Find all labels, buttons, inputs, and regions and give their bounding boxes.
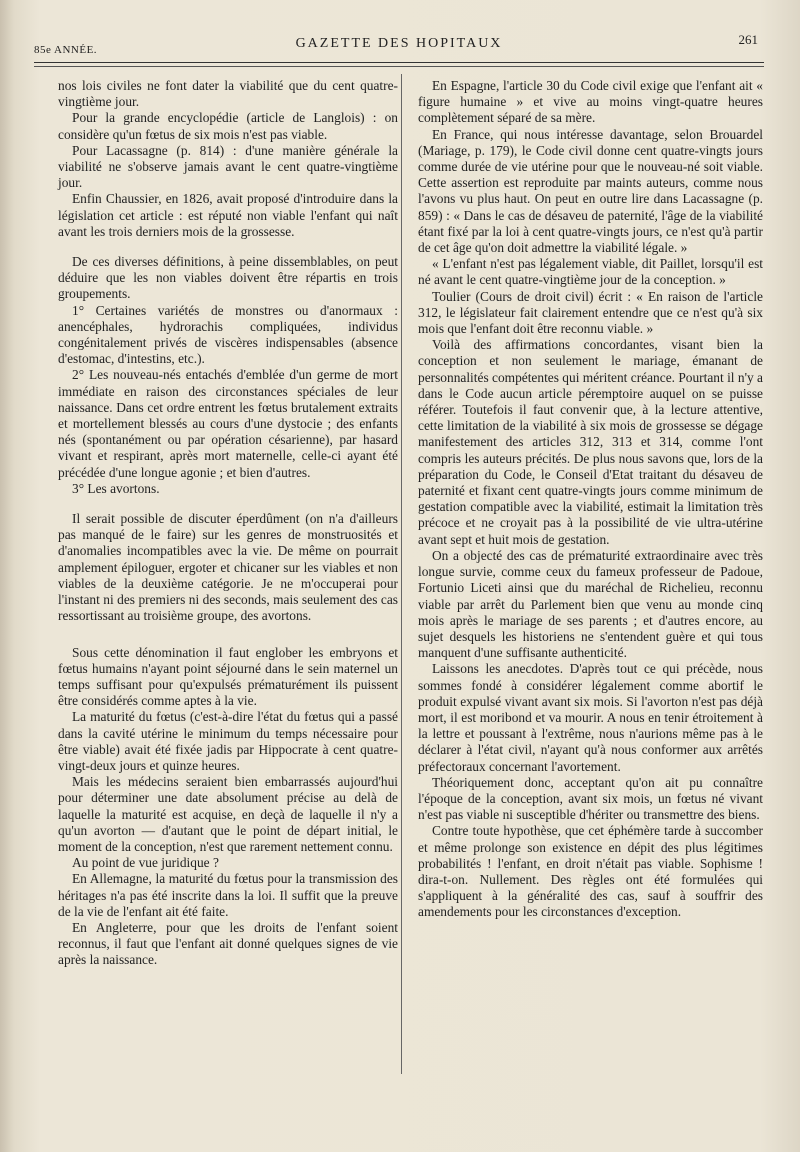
journal-title: GAZETTE DES HOPITAUX bbox=[295, 36, 503, 51]
paragraph: Voilà des affirmations concordantes, visant bien la conception et non seulement le mariage, émanant de personnalités compétentes qui méritent créance. Pourtant il n'y a dans le Code aucun article péremptoire auquel on se puisse référer. Toutefois il faut convenir que, à la lecture attentive, cette limitation de la viabilité à six mois de grossesse se dégage manifestement des articles 312, 313 et 314, comme l'ont compris les auteurs précités. De plus nous savons que, lors de la préparation du Code, le Conseil d'Etat traitant du désaveu de paternité et fixant cent quatre-vingts jours comme minimum de gestation compatible avec la viabilité, estimait la limitation très précoce et ne croyait pas à la possibilité de vie ultra-utérine avant sept et huit mois de gestation. bbox=[418, 337, 763, 547]
paragraph: Au point de vue juridique ? bbox=[72, 855, 219, 871]
paragraph: Sous cette dénomination il faut englober les embryons et fœtus humains n'ayant point séjourné dans le sein maternel un temps suffisant pour qu'expulsés prématurément ils puissent être considérés comme aptes à la vie. bbox=[58, 644, 398, 709]
paragraph: Pour Lacassagne (p. 814) : d'une manière générale la viabilité ne s'observe jamais avant le cent quatre-vingtième jour. bbox=[58, 142, 398, 191]
paragraph: 2° Les nouveau-nés entachés d'emblée d'un germe de mort immédiate en raison des circonstances spéciales de leur naissance. Dans cet ordre entrent les fœtus brutalement extraits et mortellement blessés au cours d'une dystocie ; des enfants nés (spontanément ou par opération césarienne), par hasard vivant et respirant, après mort maternelle, celle-ci ayant été précédée d'une longue agonie ; et bien d'autres. bbox=[58, 367, 398, 480]
paragraph: Laissons les anecdotes. D'après tout ce qui précède, nous sommes fondé à considérer légalement comme abortif le produit expulsé vivant avant six mois. Si l'avorton n'est pas déjà mort, il est moribond et va mourir. A nous en tenir étroitement à la lettre et poussant à l'extrême, nous n'aurions même pas à le déclarer à l'état civil, n'ayant qu'à nous conformer aux arrêtés préfectoraux concernant l'avortement. bbox=[418, 661, 763, 774]
paragraph: Pour la grande encyclopédie (article de Langlois) : on considère qu'un fœtus de six mois n'est pas viable. bbox=[58, 110, 398, 142]
paragraph: La maturité du fœtus (c'est-à-dire l'état du fœtus qui a passé dans la cavité utérine le minimum du temps nécessaire pour être viable) avait été fixée jadis par Hippocrate à cent quatre-vingt-deux jours et quinze heures. bbox=[58, 709, 398, 773]
paragraph: On a objecté des cas de prématurité extraordinaire avec très longue survie, comme ceux du fameux professeur de Padoue, Fortunio Liceti ainsi que du maréchal de Richelieu, reconnu viable par arrêt du Parlement bien que venu au monde cinq mois après le mariage de ses parents ; et d'autres encore, au sujet desquels les historiens ne s'entendent guère et qui tous manquent d'une suffisante authenticité. bbox=[418, 547, 763, 661]
paragraph: Il serait possible de discuter éperdûment (on n'a d'ailleurs pas manqué de le faire) sur les genres de monstruosités et d'anomalies incompatibles avec la vie. De même on pourrait amplement épiloguer, ergoter et chicaner sur les viables et non viables de la deuxième catégorie. Je ne m'occuperai pour l'instant ni des premiers ni des seconds, mais seulement des cas ressortissant au troisième groupe, des avortons. bbox=[58, 511, 398, 624]
paragraph: En Allemagne, la maturité du fœtus pour la transmission des héritages n'a pas été inscrite dans la loi. Il suffit que la preuve de la vie de l'enfant ait été faite. bbox=[58, 871, 398, 919]
paragraph: nos lois civiles ne font dater la viabilité que du cent quatre-vingtième jour. bbox=[58, 78, 398, 110]
header-rule bbox=[34, 62, 764, 63]
paragraph: En Angleterre, pour que les droits de l'enfant soient reconnus, il faut que l'enfant ait donné quelques signes de vie après la naissance. bbox=[58, 919, 398, 968]
paragraph: En Espagne, l'article 30 du Code civil exige que l'enfant ait « figure humaine » et vive au moins vingt-quatre heures complètement séparé de sa mère. bbox=[418, 78, 763, 126]
page-number: 261 bbox=[738, 32, 758, 47]
paragraph: « L'enfant n'est pas légalement viable, dit Paillet, lorsqu'il est né avant le cent quatre-vingtième jour de la conception. » bbox=[418, 256, 763, 288]
paragraph: 3° Les avortons. bbox=[72, 480, 160, 496]
header-rule-secondary bbox=[34, 66, 764, 67]
paragraph: 1° Certaines variétés de monstres ou d'anormaux : anencéphales, hydrorachis compliquées, individus congénitalement privés de viscères indispensables (absence d'estomac, d'intestins, etc.). bbox=[58, 302, 398, 367]
page-header bbox=[34, 30, 764, 60]
paragraph: Enfin Chaussier, en 1826, avait proposé d'introduire dans la législation cet article : est réputé non viable l'enfant qui naît avant les trois derniers mois de la grossesse. bbox=[58, 191, 398, 239]
year-label: 85e ANNÉE. bbox=[34, 44, 98, 56]
left-column bbox=[58, 78, 398, 969]
paragraph: Théoriquement donc, acceptant qu'on ait pu connaître l'époque de la conception, avant six mois, un fœtus né vivant n'est pas viable ni susceptible d'hériter ou transmettre des biens. bbox=[418, 774, 763, 823]
paragraph: Toulier (Cours de droit civil) écrit : « En raison de l'article 312, le législateur fait clairement entendre que ce n'est qu'à six mois que l'enfant doit être reconnu viable. » bbox=[418, 288, 763, 337]
column-divider bbox=[401, 74, 402, 1074]
paragraph: Contre toute hypothèse, que cet éphémère tarde à succomber et même prolonge son existence en dépit des plus légitimes probabilités ! l'enfant, en droit n'était pas viable. Sophisme ! dira-t-on. Nullement. Des règles ont été formulées qui s'appliquent à la généralité des cas, sauf à souffrir des amendements pour les circonstances d'exception. bbox=[418, 823, 763, 920]
paragraph: Mais les médecins seraient bien embarrassés aujourd'hui pour déterminer une date absolument précise au delà de laquelle la maturité est acquise, en deçà de laquelle il n'y a qu'un avorton — d'autant que le point de départ initial, le moment de la conception, n'est que rarement nettement connu. bbox=[58, 774, 398, 854]
paragraph: De ces diverses définitions, à peine dissemblables, on peut déduire que les non viables doivent être répartis en trois groupements. bbox=[58, 254, 398, 302]
right-column bbox=[418, 78, 763, 921]
paragraph: En France, qui nous intéresse davantage, selon Brouardel (Mariage, p. 179), le Code civil donne cent quatre-vingts jours comme durée de vie utérine pour que le nouveau-né soit viable. Cette assertion est reproduite par maints auteurs, comme nous l'avons vu plus haut. On peut en outre lire dans Lacassagne (p. 859) : « Dans le cas de désaveu de paternité, l'âge de la viabilité étant fixé par la loi à cent quatre-vingts jours, ce n'est qu'à partir de cet âge qu'on doit admettre la viabilité légale. » bbox=[418, 126, 763, 256]
